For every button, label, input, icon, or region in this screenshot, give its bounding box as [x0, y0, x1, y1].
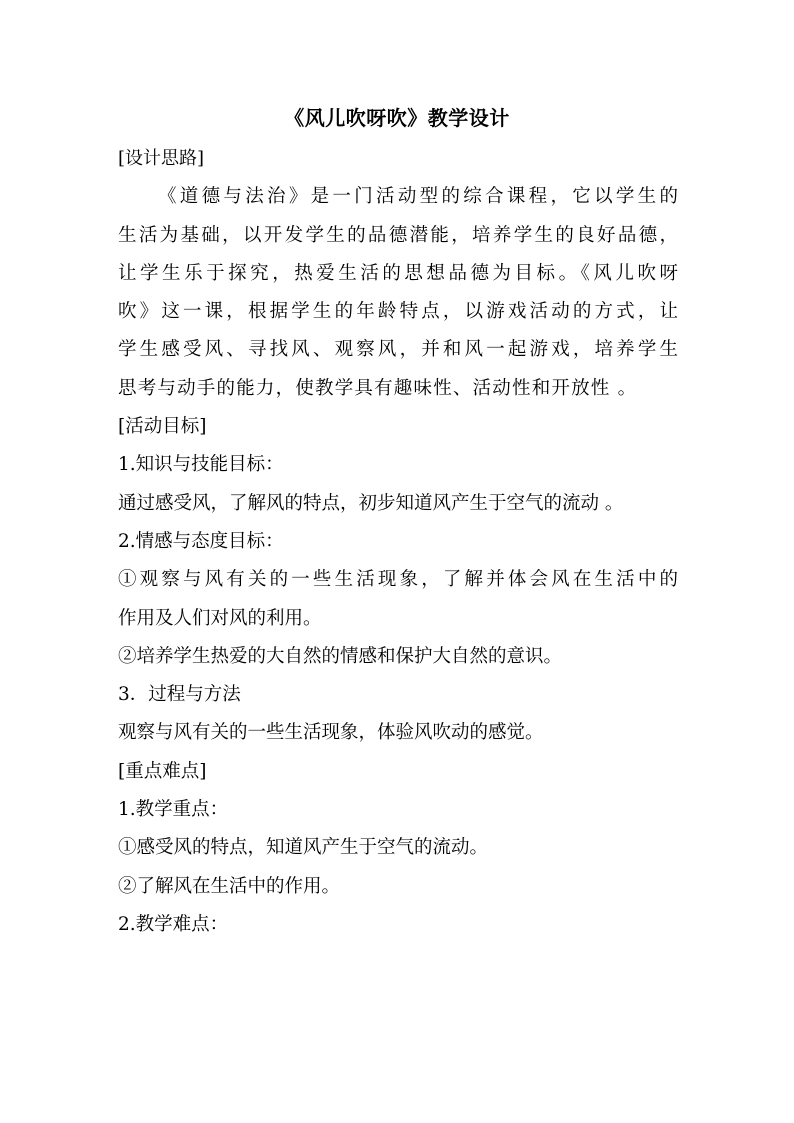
- document-title: 《风儿吹呀吹》教学设计: [284, 106, 510, 130]
- list-item: ②了解风在生活中的作用。: [118, 875, 341, 897]
- list-item: ①感受风的特点，知道风产生于空气的流动。: [118, 837, 489, 859]
- list-item-continuation: 作用及人们对风的利用。: [118, 607, 322, 629]
- paragraph-line: 吹》这一课，根据学生的年龄特点，以游戏活动的方式，让: [118, 301, 678, 323]
- section-heading-activity-goals: [活动目标]: [118, 416, 207, 438]
- subheading-knowledge-skills: 1.知识与技能目标：: [118, 454, 284, 476]
- subheading-teaching-focus: 1.教学重点：: [118, 799, 229, 821]
- subheading-process-method: 3．过程与方法: [118, 684, 241, 706]
- paragraph-line: 思考与动手的能力，使教学具有趣味性、活动性和开放性 。: [118, 377, 638, 399]
- list-item: ①观察与风有关的一些生活现象，了解并体会风在生活中的: [118, 569, 678, 591]
- paragraph-line: 生活为基础，以开发学生的品德潜能，培养学生的良好品德，: [118, 224, 678, 246]
- paragraph-line: 通过感受风，了解风的特点，初步知道风产生于空气的流动 。: [118, 492, 624, 514]
- subheading-emotion-attitude: 2.情感与态度目标：: [118, 530, 284, 552]
- subheading-teaching-difficulty: 2.教学难点：: [118, 913, 229, 935]
- document-body: [118, 140, 678, 944]
- paragraph-line: 观察与风有关的一些生活现象，体验风吹动的感觉。: [118, 722, 544, 744]
- paragraph-line: 让学生乐于探究，热爱生活的思想品德为目标。《风儿吹呀: [118, 262, 678, 284]
- paragraph-line: 《道德与法治》是一门活动型的综合课程，它以学生的: [158, 186, 678, 208]
- list-item: ②培养学生热爱的大自然的情感和保护大自然的意识。: [118, 645, 563, 667]
- section-heading-key-difficult-points: [重点难点]: [118, 760, 207, 782]
- paragraph-line: 学生感受风、寻找风、观察风，并和风一起游戏，培养学生: [118, 339, 678, 361]
- section-heading-design-idea: [设计思路]: [118, 148, 205, 169]
